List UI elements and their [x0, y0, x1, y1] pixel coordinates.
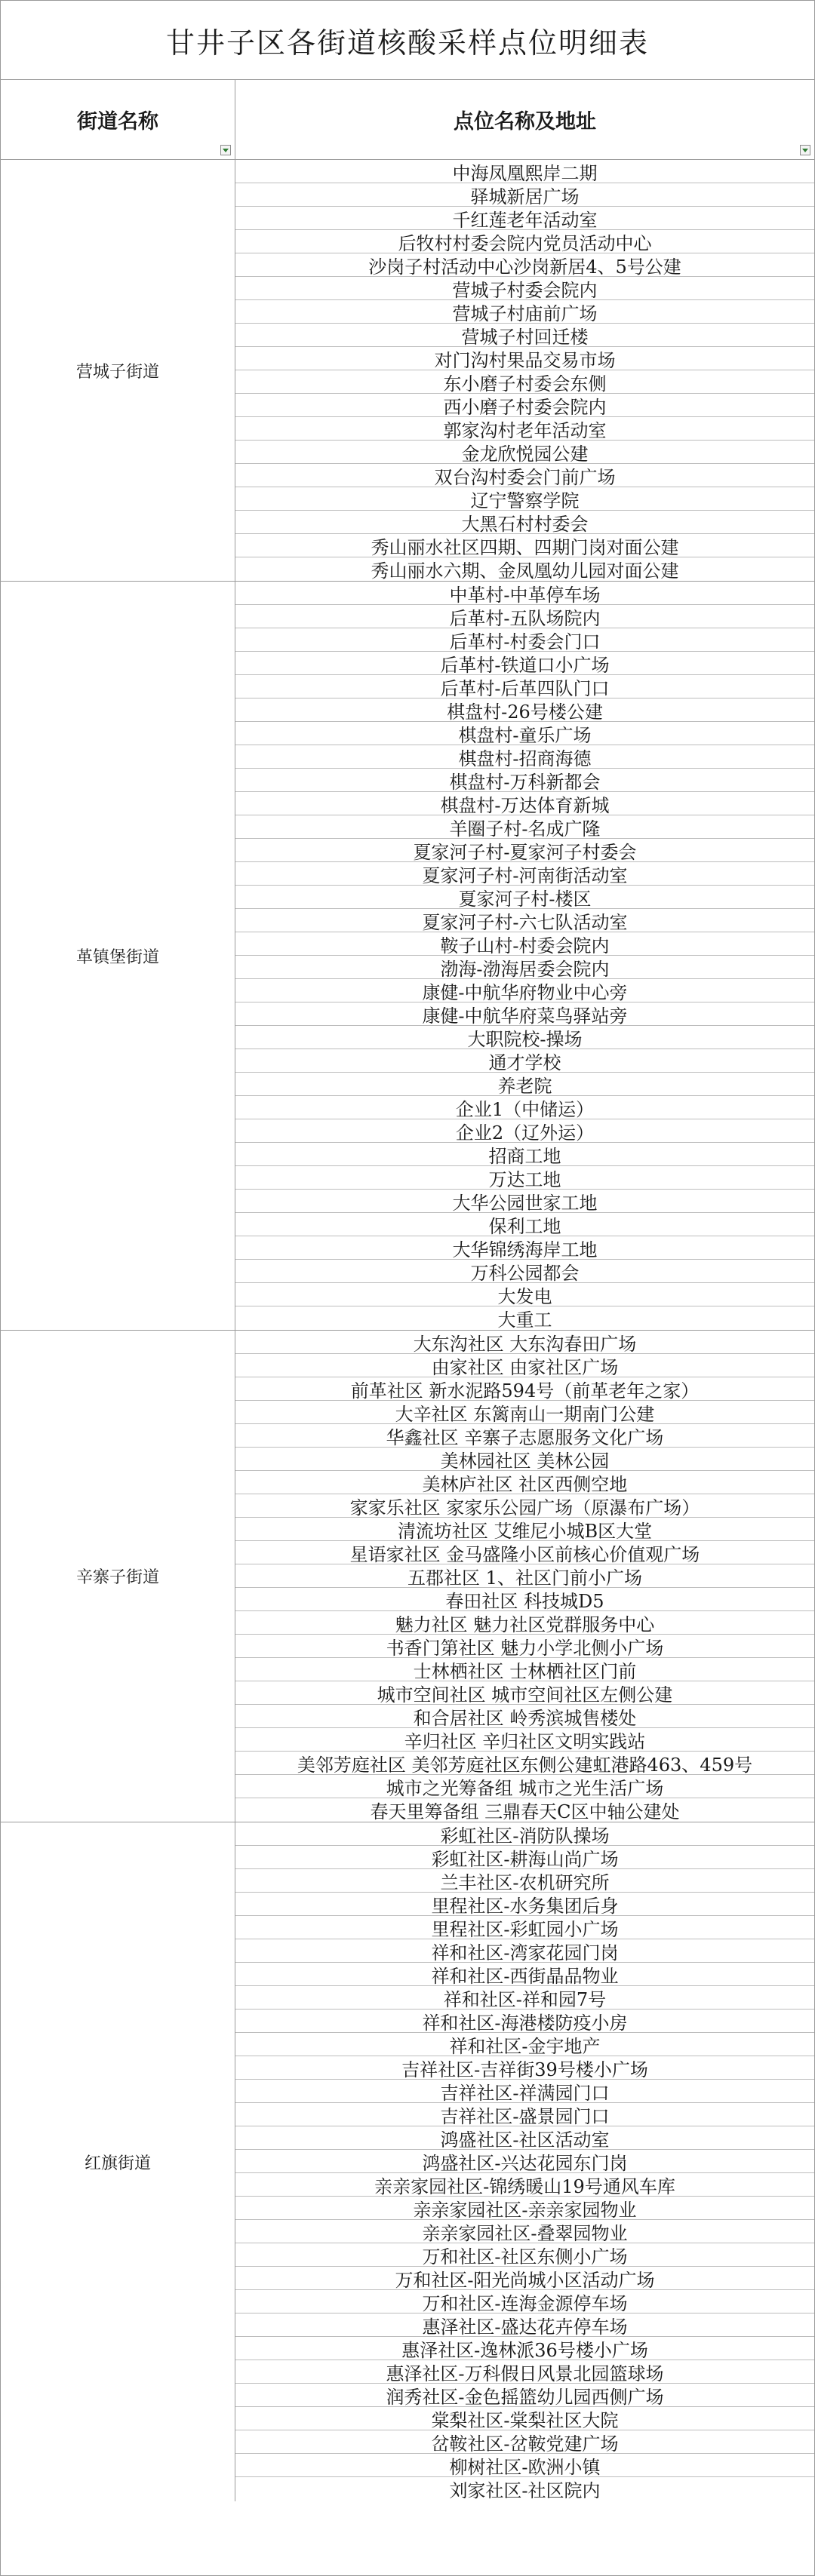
site-row: 士林栖社区 士林栖社区门前	[235, 1658, 814, 1681]
site-row: 棋盘村-童乐广场	[235, 722, 814, 745]
site-row: 兰丰社区-农机研究所	[235, 1869, 814, 1893]
dropdown-filter-icon[interactable]	[800, 145, 810, 155]
site-row: 夏家河子村-楼区	[235, 886, 814, 909]
site-list	[235, 582, 814, 1330]
site-row: 惠泽社区-万科假日风景北园篮球场	[235, 2360, 814, 2384]
site-list	[235, 1331, 814, 1822]
site-row: 祥和社区-湾家花园门岗	[235, 1939, 814, 1963]
site-row: 营城子村回迁楼	[235, 324, 814, 347]
site-row: 吉祥社区-祥满园门口	[235, 2080, 814, 2103]
site-row: 柳树社区-欧洲小镇	[235, 2454, 814, 2477]
site-row: 保利工地	[235, 1213, 814, 1236]
street-groups	[1, 160, 814, 2501]
site-row: 美林园社区 美林公园	[235, 1448, 814, 1471]
site-row: 亲亲家园社区-亲亲家园物业	[235, 2197, 814, 2220]
site-row: 祥和社区-海港楼防疫小房	[235, 2010, 814, 2033]
site-row: 秀山丽水六期、金凤凰幼儿园对面公建	[371, 560, 679, 581]
site-row: 彩虹社区-耕海山尚广场	[235, 1846, 814, 1869]
site-row: 前革社区 新水泥路594号（前革老年之家）	[235, 1377, 814, 1401]
site-row: 大华锦绣海岸工地	[235, 1236, 814, 1260]
site-row: 鸿盛社区-兴达花园东门岗	[235, 2150, 814, 2173]
site-row: 羊圈子村-名成广隆	[235, 815, 814, 839]
street-group	[1, 160, 814, 582]
site-row: 夏家河子村-六七队活动室	[235, 909, 814, 932]
site-row: 祥和社区-祥和园7号	[235, 1986, 814, 2010]
site-row: 后革村-铁道口小广场	[235, 652, 814, 675]
dropdown-filter-icon[interactable]	[220, 145, 231, 155]
street-group	[1, 1331, 814, 1822]
site-row: 营城子村庙前广场	[235, 300, 814, 324]
site-row: 魅力社区 魅力社区党群服务中心	[235, 1611, 814, 1635]
site-row: 祥和社区-金宇地产	[235, 2033, 814, 2056]
site-row: 康健-中航华府菜鸟驿站旁	[235, 1002, 814, 1026]
street-name-cell: 红旗街道	[1, 1822, 235, 2501]
site-row: 辛归社区 辛归社区文明实践站	[235, 1728, 814, 1752]
table-title: 甘井子区各街道核酸采样点位明细表	[1, 1, 814, 80]
site-row: 吉祥社区-盛景园门口	[235, 2103, 814, 2126]
site-row: 渤海-渤海居委会院内	[235, 956, 814, 979]
site-row: 通才学校	[235, 1049, 814, 1073]
site-row: 吉祥社区-吉祥街39号楼小广场	[235, 2056, 814, 2080]
site-row: 里程社区-彩虹园小广场	[235, 1916, 814, 1939]
site-row: 辽宁警察学院	[235, 487, 814, 511]
site-row: 城市之光筹备组 城市之光生活广场	[235, 1775, 814, 1798]
site-row: 星语家社区 金马盛隆小区前核心价值观广场	[235, 1541, 814, 1564]
site-row: 企业2（辽外运）	[235, 1119, 814, 1143]
site-row: 鞍子山村-村委会院内	[235, 932, 814, 956]
site-row: 岔鞍社区-岔鞍党建广场	[235, 2430, 814, 2454]
site-row: 万科公园都会	[235, 1260, 814, 1283]
street-name-cell: 革镇堡街道	[1, 582, 235, 1330]
site-row: 营城子村委会院内	[235, 277, 814, 300]
column-header-street	[1, 79, 235, 159]
site-row: 金龙欣悦园公建	[235, 441, 814, 464]
site-row: 企业1（中储运）	[235, 1096, 814, 1119]
site-row: 里程社区-水务集团后身	[235, 1893, 814, 1916]
site-row: 大华公园世家工地	[235, 1190, 814, 1213]
site-row: 美邻芳庭社区 美邻芳庭社区东侧公建虹港路463、459号	[235, 1752, 814, 1775]
site-row: 中革村-中革停车场	[235, 582, 814, 605]
site-row: 大发电	[235, 1283, 814, 1306]
site-row: 驿城新居广场	[235, 183, 814, 207]
site-row: 后牧村村委会院内党员活动中心	[235, 230, 814, 253]
street-name-cell: 营城子街道	[1, 160, 235, 581]
site-row: 和合居社区 岭秀滨城售楼处	[235, 1705, 814, 1728]
site-row: 彩虹社区-消防队操场	[235, 1822, 814, 1846]
site-row: 亲亲家园社区-叠翠园物业	[235, 2220, 814, 2243]
site-row: 后革村-后革四队门口	[235, 675, 814, 698]
site-row: 大职院校-操场	[235, 1026, 814, 1049]
site-row: 棋盘村-万科新都会	[235, 769, 814, 792]
site-row: 美林庐社区 社区西侧空地	[235, 1471, 814, 1494]
site-row: 大重工	[497, 1309, 552, 1330]
site-row: 鸿盛社区-社区活动室	[235, 2126, 814, 2150]
header-row	[1, 79, 814, 160]
site-row: 清流坊社区 艾维尼小城B区大堂	[235, 1518, 814, 1541]
site-row: 五郡社区 1、社区门前小广场	[235, 1564, 814, 1588]
site-row: 刘家社区-社区院内	[449, 2480, 601, 2501]
site-row: 沙岗子村活动中心沙岗新居4、5号公建	[235, 253, 814, 277]
site-row: 春天里筹备组 三鼎春天C区中轴公建处	[370, 1801, 680, 1822]
site-row: 华鑫社区 辛寨子志愿服务文化广场	[235, 1424, 814, 1448]
site-row: 祥和社区-西街晶品物业	[235, 1963, 814, 1986]
site-row: 万和社区-连海金源停车场	[235, 2290, 814, 2313]
site-row: 万和社区-阳光尚城小区活动广场	[235, 2267, 814, 2290]
column-header-site-label: 点位名称及地址	[454, 109, 596, 134]
street-group	[1, 1822, 814, 2501]
site-list	[235, 1822, 814, 2501]
site-row: 万达工地	[235, 1166, 814, 1190]
site-row: 夏家河子村-河南街活动室	[235, 862, 814, 886]
site-row: 大黑石村村委会	[235, 511, 814, 534]
site-row: 润秀社区-金色摇篮幼儿园西侧广场	[235, 2384, 814, 2407]
site-row: 康健-中航华府物业中心旁	[235, 979, 814, 1002]
site-list	[235, 160, 814, 581]
site-row: 春田社区 科技城D5	[235, 1588, 814, 1611]
site-row: 养老院	[235, 1073, 814, 1096]
site-row: 亲亲家园社区-锦绣暖山19号通风车库	[235, 2173, 814, 2197]
site-row: 棋盘村-26号楼公建	[235, 698, 814, 722]
site-row: 后革村-村委会门口	[235, 628, 814, 652]
site-row: 对门沟村果品交易市场	[235, 347, 814, 370]
site-row: 书香门第社区 魅力小学北侧小广场	[235, 1635, 814, 1658]
site-row: 家家乐社区 家家乐公园广场（原瀑布广场）	[235, 1494, 814, 1518]
site-row: 郭家沟村老年活动室	[235, 417, 814, 441]
site-row: 大东沟社区 大东沟春田广场	[235, 1331, 814, 1354]
site-row: 大辛社区 东篱南山一期南门公建	[235, 1401, 814, 1424]
site-row: 由家社区 由家社区广场	[235, 1354, 814, 1377]
street-group	[1, 582, 814, 1331]
site-row: 城市空间社区 城市空间社区左侧公建	[235, 1681, 814, 1705]
site-row: 西小磨子村委会院内	[235, 394, 814, 417]
site-row: 千红莲老年活动室	[235, 207, 814, 230]
site-row: 万和社区-社区东侧小广场	[235, 2243, 814, 2267]
site-row: 中海凤凰熙岸二期	[235, 160, 814, 183]
site-row: 棋盘村-招商海德	[235, 745, 814, 769]
site-row: 惠泽社区-盛达花卉停车场	[235, 2313, 814, 2337]
site-row: 东小磨子村委会东侧	[235, 370, 814, 394]
column-header-site	[235, 79, 814, 159]
site-row: 双台沟村委会门前广场	[235, 464, 814, 487]
site-row: 棠梨社区-棠梨社区大院	[235, 2407, 814, 2430]
street-name-cell: 辛寨子街道	[1, 1331, 235, 1822]
column-header-street-label: 街道名称	[77, 109, 158, 134]
site-row: 秀山丽水社区四期、四期门岗对面公建	[235, 534, 814, 557]
site-row: 棋盘村-万达体育新城	[235, 792, 814, 815]
site-row: 后革村-五队场院内	[235, 605, 814, 628]
site-row: 夏家河子村-夏家河子村委会	[235, 839, 814, 862]
site-row: 招商工地	[235, 1143, 814, 1166]
site-row: 惠泽社区-逸林派36号楼小广场	[235, 2337, 814, 2360]
